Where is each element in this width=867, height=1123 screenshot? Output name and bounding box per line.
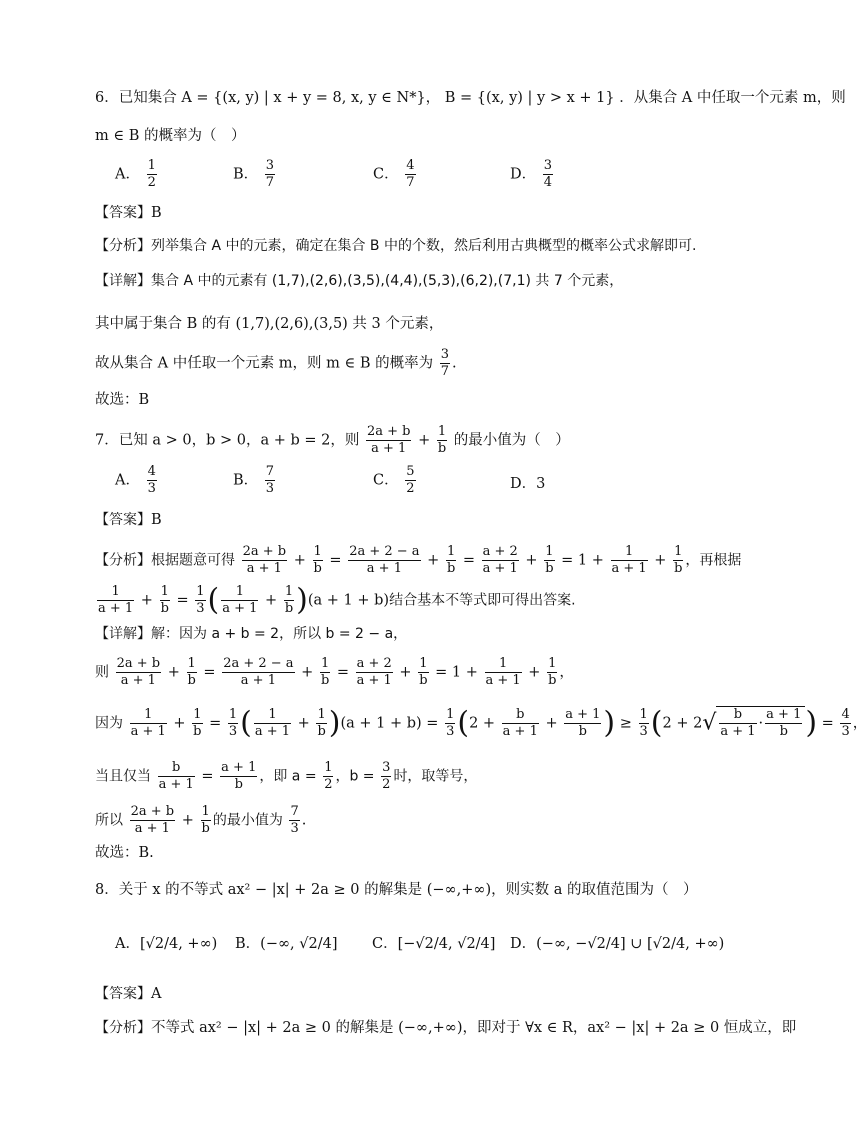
q6-set-a: A = {(x, y) | x + y = 8, x, y ∈ N*} xyxy=(181,90,426,106)
answer-value: B xyxy=(151,512,162,528)
fraction: $\frac{4}{3}$ xyxy=(147,464,156,496)
detail-tag: 【详解】 xyxy=(95,626,151,642)
analysis-text: 结合基本不等式即可得出答案. xyxy=(389,592,576,609)
q8-option-d[interactable] xyxy=(510,932,724,953)
fraction: $\frac{2a + b}{a + 1}$ xyxy=(366,424,411,456)
answer-tag: 【答案】 xyxy=(95,512,151,528)
analysis-tag: 【分析】 xyxy=(95,238,151,254)
detail-text: 的最小值为 xyxy=(212,812,283,829)
analysis-tag: 【分析】 xyxy=(95,552,151,569)
detail-text: 时，取等号， xyxy=(393,768,478,785)
fraction: $\frac{3}{7}$ xyxy=(440,347,450,379)
q7-option-c[interactable] xyxy=(373,464,418,497)
analysis-text: 列举集合 A 中的元素，确定在集合 B 中的个数，然后利用古典概型的概率公式求解即可. xyxy=(151,238,697,254)
q7-option-d[interactable] xyxy=(510,472,545,493)
q7-option-b[interactable] xyxy=(233,464,277,497)
q6-option-b[interactable] xyxy=(233,158,277,191)
q7-detail-1 xyxy=(95,624,407,644)
option-value: [−√2/4, √2/4] xyxy=(397,936,496,952)
detail-text: 当且仅当 xyxy=(95,768,151,785)
answer-value: A xyxy=(151,986,162,1002)
q6-answer xyxy=(95,203,162,223)
option-label: A． xyxy=(115,166,140,183)
fraction: $\frac{3}{7}$ xyxy=(265,158,275,190)
q7-analysis-1: 【分析】根据题意可得 $\frac{2a + b}{a + 1}$ + $\frac{1}{b}$ = $\frac{2a + 2 - a}{a + 1}$ + $\frac{1}{b}$ = $\frac{a + 2}{a + 1}$ + $\frac{1}{b}$ = 1 + $\frac{1}{a + 1}$ + $\frac{1}{b}$ ，再根据 xyxy=(95,544,742,576)
option-label: A． xyxy=(115,472,140,489)
option-value: (−∞, −√2/4] ∪ [√2/4, +∞) xyxy=(536,936,725,952)
q7-answer xyxy=(95,510,162,530)
detail-text: 故从集合 A 中任取一个元素 m，则 m ∈ B 的概率为 xyxy=(95,355,434,372)
analysis-text: ，再根据 xyxy=(685,552,742,569)
answer-tag: 【答案】 xyxy=(95,986,151,1002)
answer-value: B xyxy=(151,205,162,221)
q7-detail-5: 所以 $\frac{2a + b}{a + 1}$ + $\frac{1}{b}$ 的最小值为 $\frac{7}{3}$ . xyxy=(95,804,307,836)
q8-analysis xyxy=(95,1018,796,1038)
fraction: $\frac{3}{4}$ xyxy=(543,158,553,190)
q7-choose: 故选：B. xyxy=(95,845,154,861)
q7-lead: 7．已知 a > 0，b > 0，a + b = 2，则 xyxy=(95,432,360,449)
analysis-text: 不等式 ax² − |x| + 2a ≥ 0 的解集是 (−∞,+∞)，即对于 ∀x ∈ R，ax² − |x| + 2a ≥ 0 恒成立，即 xyxy=(151,1020,797,1036)
q6-option-c[interactable] xyxy=(373,158,418,191)
detail-text: 因为 xyxy=(95,715,123,732)
option-label: A． xyxy=(115,936,140,952)
detail-text: 解：因为 a + b = 2，所以 b = 2 − a， xyxy=(151,626,408,642)
detail-text: ，b = xyxy=(335,768,375,785)
q6-analysis xyxy=(95,236,696,256)
option-label: B． xyxy=(233,166,259,183)
q6-sep: ， xyxy=(425,90,441,106)
option-label: B． xyxy=(233,472,259,489)
fraction: $\frac{7}{3}$ xyxy=(265,464,275,496)
detail-text: 集合 A 中的元素有 (1,7),(2,6),(3,5),(4,4),(5,3),(6,2),(7,1) 共 7 个元素， xyxy=(151,273,624,289)
analysis-text: 根据题意可得 xyxy=(151,552,235,569)
detail-text: ，即 a = xyxy=(259,768,317,785)
q7-option-a[interactable] xyxy=(115,464,159,497)
detail-text: 则 xyxy=(95,664,109,681)
q6-stem xyxy=(95,88,846,108)
option-label: D． xyxy=(510,936,537,952)
fraction: $\frac{5}{2}$ xyxy=(406,464,415,496)
fraction: $\frac{1}{b}$ xyxy=(437,424,447,456)
fraction: $\frac{1}{2}$ xyxy=(147,158,156,190)
option-value: (−∞, √2/4] xyxy=(260,936,338,952)
q8-stem: 8．关于 x 的不等式 ax² − |x| + 2a ≥ 0 的解集是 (−∞,+∞)，则实数 a 的取值范围为（ ） xyxy=(95,882,698,898)
option-label: C． xyxy=(372,936,398,952)
q7-detail-3: 因为 $\frac{1}{a + 1}$ + $\frac{1}{b}$ = $\frac{1}{3}$ ( $\frac{1}{a + 1}$ + $\frac{1}{b}$ )(a + 1 + b) = $\frac{1}{3}$ (2 + $\frac{b}{a + 1}$ + $\frac{a + 1}{b}$ ) ≥ $\frac{1}{3}$ (2 + 2√ $\frac{b}{a + 1}$ · $\frac{a + 1}{b}$ ) = $\frac{4}{3}$ ， xyxy=(95,705,867,741)
option-label: C． xyxy=(373,472,399,489)
detail-text: 所以 xyxy=(95,812,123,829)
option-label: D． xyxy=(510,166,537,183)
q8-option-c[interactable] xyxy=(372,932,495,953)
q6-detail-3: 故从集合 A 中任取一个元素 m，则 m ∈ B 的概率为 $\frac{3}{7}$ . xyxy=(95,347,457,379)
q6-detail-1 xyxy=(95,271,623,291)
q6-tail: ．从集合 A 中任取一个元素 m，则 xyxy=(619,90,846,106)
option-value: [√2/4, +∞) xyxy=(139,936,218,952)
answer-tag: 【答案】 xyxy=(95,205,151,221)
q7-tail: 的最小值为（ ） xyxy=(453,432,570,449)
q6-option-a[interactable] xyxy=(115,158,159,191)
q8-answer xyxy=(95,984,161,1004)
q6-choose: 故选：B xyxy=(95,392,150,408)
q6-detail-2: 其中属于集合 B 的有 (1,7),(2,6),(3,5) 共 3 个元素， xyxy=(95,316,444,332)
q7-stem: 7．已知 a > 0，b > 0，a + b = 2，则 $\frac{2a + b}{a + 1}$ + $\frac{1}{b}$ 的最小值为（ ） xyxy=(95,424,570,456)
option-label: D． xyxy=(510,476,537,492)
q6-option-d[interactable] xyxy=(510,158,555,191)
q7-analysis-2: $\frac{1}{a + 1}$ + $\frac{1}{b}$ = $\frac{1}{3}$ ( $\frac{1}{a + 1}$ + $\frac{1}{b}$ )(a + 1 + b)结合基本不等式即可得出答案. xyxy=(98,582,576,618)
option-value: 3 xyxy=(536,476,546,492)
q6-set-b: B = {(x, y) | y > x + 1} xyxy=(444,90,615,106)
option-label: C． xyxy=(373,166,399,183)
q8-option-a[interactable] xyxy=(115,932,217,953)
q6-stem-line2: m ∈ B 的概率为（ ） xyxy=(95,128,246,144)
option-label: B． xyxy=(235,936,261,952)
analysis-tag: 【分析】 xyxy=(95,1020,151,1036)
q7-detail-4: 当且仅当 $\frac{b}{a + 1}$ = $\frac{a + 1}{b}$ ，即 a = $\frac{1}{2}$ ，b = $\frac{3}{2}$ 时，取等号， xyxy=(95,760,478,792)
fraction: $\frac{4}{7}$ xyxy=(406,158,415,190)
q8-option-b[interactable] xyxy=(235,932,338,953)
q7-detail-2: 则 $\frac{2a + b}{a + 1}$ + $\frac{1}{b}$ = $\frac{2a + 2 - a}{a + 1}$ + $\frac{1}{b}$ = $\frac{a + 2}{a + 1}$ + $\frac{1}{b}$ = 1 + $\frac{1}{a + 1}$ + $\frac{1}{b}$ ， xyxy=(95,656,574,688)
detail-tag: 【详解】 xyxy=(95,273,151,289)
q6-lead: 6．已知集合 xyxy=(95,90,177,106)
